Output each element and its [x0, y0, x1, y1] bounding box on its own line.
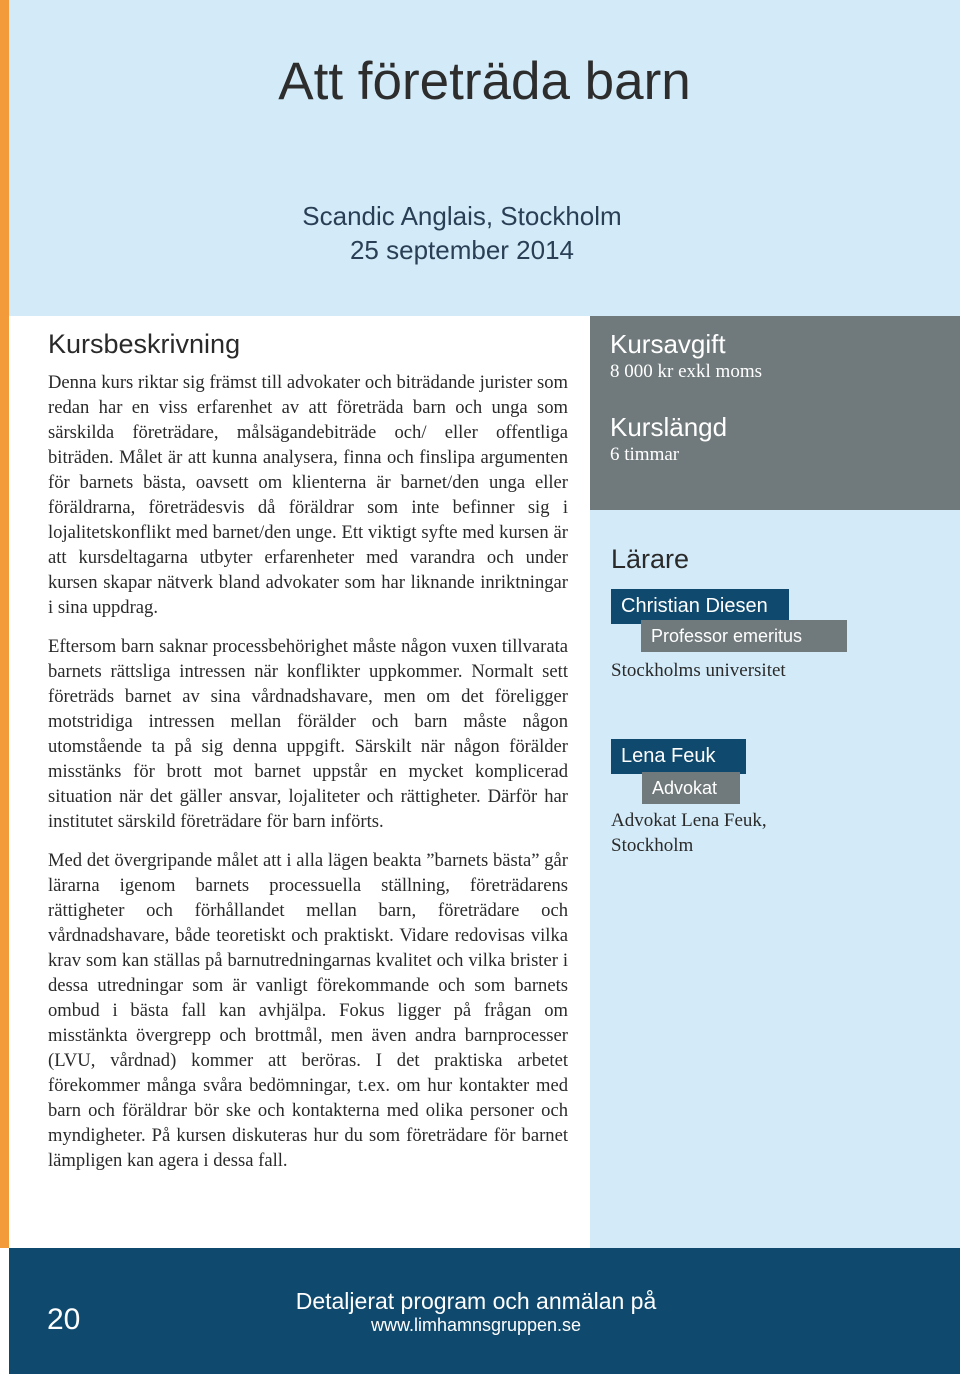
teachers-title: Lärare	[611, 544, 690, 574]
footer-url: www.limhamnsgruppen.se	[370, 1315, 582, 1335]
length-value: 6 timmar	[610, 444, 680, 465]
event-date: 25 september 2014	[349, 235, 575, 265]
teacher-name: Lena Feuk	[611, 739, 746, 774]
teacher-name: Christian Diesen	[611, 589, 789, 624]
orange-accent-bar	[0, 0, 9, 1248]
fee-label: Kursavgift	[610, 329, 726, 359]
header-band	[9, 0, 960, 316]
teacher-affiliation: Stockholms universitet	[611, 660, 786, 681]
paragraph: Med det övergripande målet att i alla lägen beakta ”barnets bästa” går lärarna igenom barnets processuella ställning, företrädarens rättigheter och förhållandet mellan barn, företrädare och vårdnadshavare, både teoretiskt och praktiskt. Vidare redovisas vilka krav som kan ställas på barnutredningarnas kvalitet och vilka brister i dessa utredningar som är vanligt förekommande och som barnets ombud i bästa fall kan avhjälpa. Fokus ligger på frågan om misstänkta övergrepp och brottmål, men även andra barnprocesser (LVU, vårdnad) kommer att beröras. I det praktiska arbetet förekommer många svåra bedömningar, t.ex. om hur kontakter med barn och föräldrar bör ske och kontakterna med olika personer och myndigheter. På kursen diskuteras hur du som företrädare för barnet lämpligen kan agera i dessa fall.	[48, 850, 568, 1171]
venue: Scandic Anglais, Stockholm	[302, 201, 622, 231]
course-description	[48, 326, 568, 1187]
footer-text: Detaljerat program och anmälan på	[295, 1288, 657, 1314]
page-title: Att företräda barn	[278, 52, 691, 111]
teacher-role: Professor emeritus	[641, 620, 847, 652]
paragraph: Denna kurs riktar sig främst till advokater och biträdande jurister som redan har en viss erfarenhet av att företräda barn och unga som särskilda företrädare, målsägandebiträde och/ eller offentliga biträden. Målet är att kunna analysera, finna och finslipa argumenten för barnets bästa, oavsett om klienterna är barnet/den unga eller föräldrarna, företrädesvis då föräldrar som inte befinner sig i lojalitetskonflikt med barnet/den unge. Ett viktigt syfte med kursen är att kursdeltagarna utbyter erfarenheter med varandra och under kursen skapar nätverk bland advokater som har liknande inriktningar i sina uppdrag.	[48, 372, 568, 618]
paragraph: Eftersom barn saknar processbehörighet måste någon vuxen tillvarata barnets rättsliga intressen när konflikter uppkommer. Normalt sett företräds barnet av sina vårdnadshavare, men om det föreligger motstridiga intressen mellan förälder och barn måste någon utomstående ta på sig denna uppgift. Särskilt när någon förälder misstänks för brott mot barnet uppstår en mycket komplicerad situation när det gäller ansvar, lojaliteter och rättigheter. Därför har institutet särskild företrädare för barn införts.	[48, 636, 568, 832]
teacher-role: Advokat	[642, 772, 740, 804]
course-info-box	[590, 316, 960, 510]
section-title: Kursbeskrivning	[48, 329, 241, 359]
fee-value: 8 000 kr exkl moms	[610, 361, 762, 382]
page-number: 20	[47, 1303, 81, 1336]
teacher-affiliation: Advokat Lena Feuk, Stockholm	[611, 810, 767, 856]
length-label: Kurslängd	[610, 412, 728, 442]
